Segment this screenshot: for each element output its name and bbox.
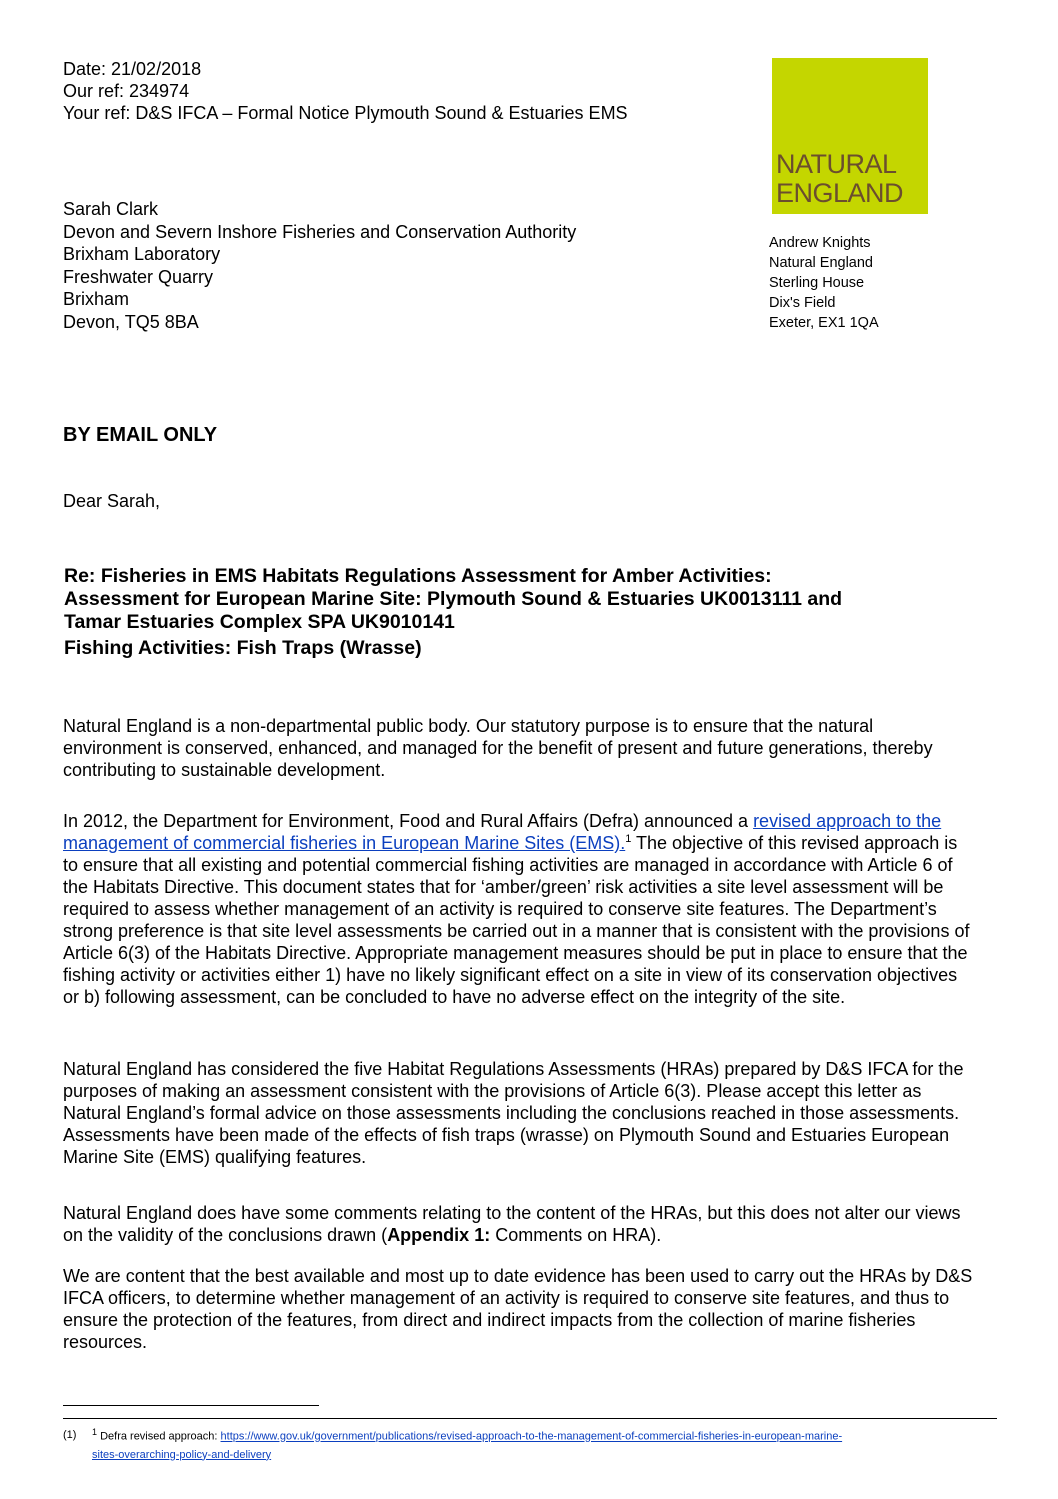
paragraph-text-start: Natural England does have some comments relating to the content of the HRAs, but this does not alter our views on the validity of the conclusions drawn ( [63, 1203, 961, 1245]
our-ref-line: Our ref: 234974 [63, 81, 190, 101]
subject-line: Tamar Estuaries Complex SPA UK9010141 [64, 611, 455, 633]
subject-line: Re: Fisheries in EMS Habitats Regulations Assessment for Amber Activities: [64, 565, 772, 587]
salutation: Dear Sarah, [63, 491, 161, 511]
footnote-rule [63, 1418, 997, 1419]
fishing-activities-heading: Fishing Activities: Fish Traps (Wrasse) [64, 637, 422, 659]
natural-england-logo [772, 58, 928, 214]
footnote-superscript: 1 [92, 1427, 98, 1437]
paragraph-text-rest: The objective of this revised approach is to ensure that all existing and potential commercial fishing activities are managed in accordance with Article 6 of the Habitats Directive. This document states that for ‘amber/green’ risk activities a site level assessment will be required to assess whether management of an activity is required to conserve site features. The Department’s strong preference is that site level assessments be carried out in a manner that is consistent with the provisions of Article 6(3) of the Habitats Directive. Appropriate management measures should be put in place to ensure that the fishing activity or activities either 1) have no likely significant effect on a site in view of its conservation objectives or b) following assessment, can be concluded to have no adverse effect on the integrity of the site. [63, 833, 970, 1007]
paragraph-1 [63, 715, 973, 781]
footnote-number: (1) [63, 1429, 77, 1441]
date-line: Date: 21/02/2018 [63, 59, 202, 79]
subject-heading [64, 565, 842, 660]
paragraph-5 [63, 1265, 973, 1353]
logo-line-natural: NATURAL [776, 149, 897, 179]
recipient-organisation: Devon and Severn Inshore Fisheries and Conservation Authority [63, 221, 577, 242]
recipient-address-line: Brixham [63, 289, 130, 309]
paragraph-3 [63, 1058, 973, 1168]
footnote-reference[interactable]: 1 [625, 833, 632, 845]
recipient-address-line: Devon, TQ5 8BA [63, 311, 199, 332]
footnote-text [92, 1423, 842, 1464]
sender-name: Andrew Knights [769, 235, 871, 251]
paragraph-2 [63, 810, 973, 1008]
sender-address-line: Sterling House [769, 275, 865, 291]
paragraph-text [63, 810, 973, 1008]
by-email-notice: BY EMAIL ONLY [63, 424, 218, 446]
footnote-url-link[interactable]: https://www.gov.uk/government/publications/revised-approach-to-the-management-of-commercial-fisheries-in-european-marine- [220, 1430, 843, 1443]
sender-address-line: Dix's Field [769, 295, 836, 311]
sender-address-line: Exeter, EX1 1QA [769, 315, 879, 331]
paragraph-4 [63, 1202, 973, 1246]
paragraph-text: Natural England has considered the five Habitat Regulations Assessments (HRAs) prepared by D&S IFCA for the purposes of making an assessment consistent with the provisions of Article 6(3). Please accept this letter as Natural England’s formal advice on those assessments including the conclusions reached in those assessments. Assessments have been made of the effects of fish traps (wrasse) on Plymouth Sound and Estuaries European Marine Site (EMS) qualifying features. [63, 1059, 964, 1167]
footnote-url-link-continued[interactable]: sites-overarching-policy-and-delivery [92, 1448, 272, 1461]
revised-approach-link[interactable]: revised approach to the management of commercial fisheries in European Marine Sites (EMS). [63, 811, 942, 853]
paragraph-text: We are content that the best available and most up to date evidence has been used to carry out the HRAs by D&S IFCA officers, to determine whether management of an activity is required to conserve site features, and thus to ensure the protection of the features, from direct and indirect impacts from the collection of marine fisheries resources. [63, 1266, 973, 1352]
your-ref-line: Your ref: D&S IFCA – Formal Notice Plymouth Sound & Estuaries EMS [63, 103, 628, 123]
recipient-address-line: Brixham Laboratory [63, 244, 221, 264]
sender-address-line: Natural England [769, 255, 873, 271]
appendix-reference: Appendix 1: [387, 1225, 491, 1245]
reference-block [63, 58, 628, 124]
recipient-address-line: Freshwater Quarry [63, 266, 214, 287]
recipient-address [63, 198, 576, 333]
paragraph-text-rest: Comments on HRA). [490, 1225, 662, 1245]
footnote-separator [63, 1405, 319, 1406]
sender-address [769, 233, 879, 333]
paragraph-text: Natural England is a non-departmental public body. Our statutory purpose is to ensure that the natural environment is conserved, enhanced, and managed for the benefit of present and future generations, thereby contributing to sustainable development. [63, 716, 933, 780]
logo-line-england: ENGLAND [776, 178, 904, 208]
subject-line: Assessment for European Marine Site: Plymouth Sound & Estuaries UK0013111 and [64, 588, 843, 610]
paragraph-text [63, 1202, 973, 1246]
paragraph-text-start: In 2012, the Department for Environment, Food and Rural Affairs (Defra) announced a [63, 811, 754, 831]
footnote-label: Defra revised approach: [97, 1430, 221, 1443]
recipient-name: Sarah Clark [63, 199, 159, 219]
